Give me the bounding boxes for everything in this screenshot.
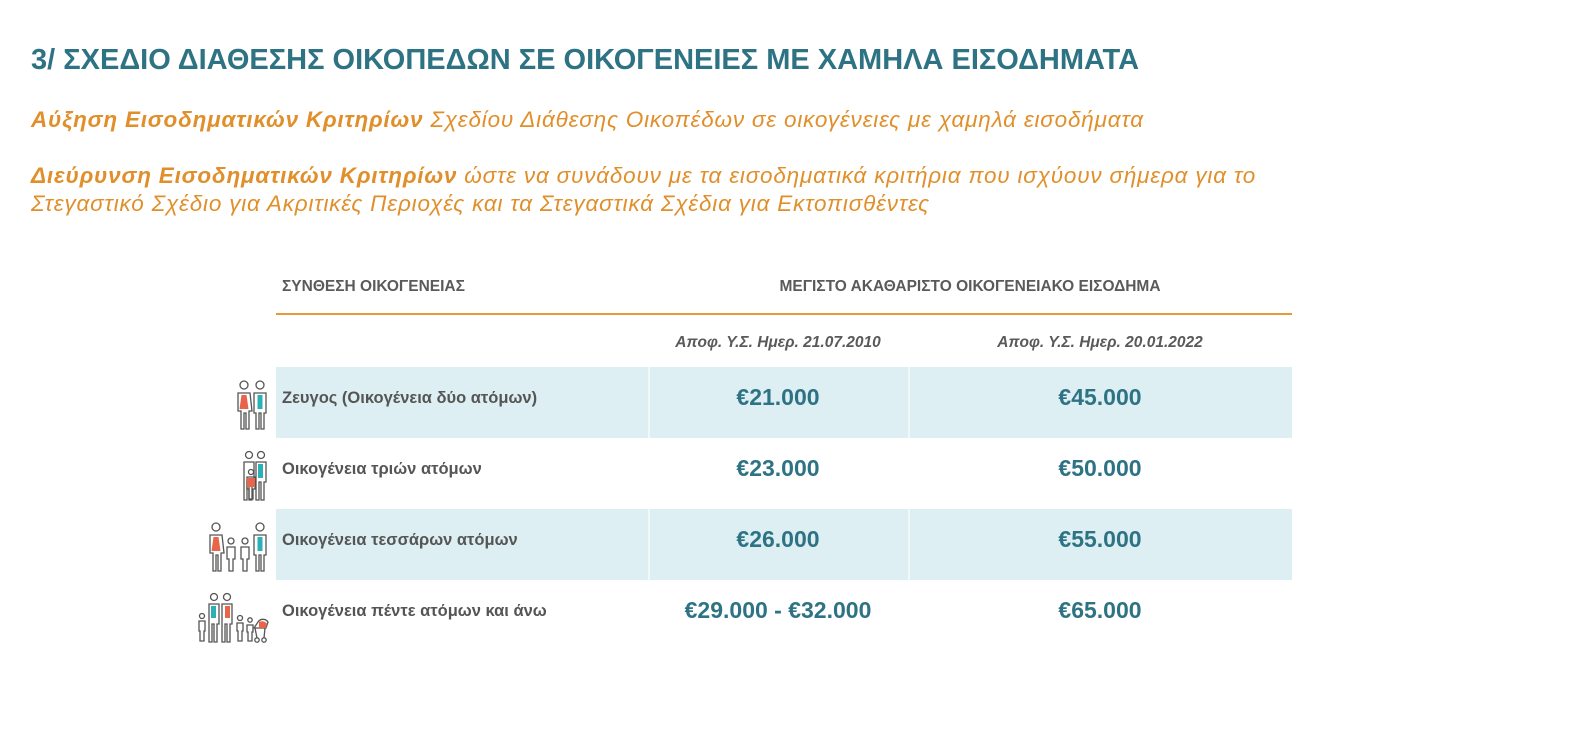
point-income-expansion-line2: Στεγαστικό Σχέδιο για Ακριτικές Περιοχές και τα Στεγαστικά Σχέδια για Εκτοπισθέντες	[31, 191, 930, 216]
point-income-increase-text: Σχεδίου Διάθεσης Οικοπέδων σε οικογένειες με χαμηλά εισοδήματα	[423, 107, 1144, 132]
table-row	[276, 438, 1292, 509]
row-label: Οικογένεια πέντε ατόμων και άνω	[282, 602, 547, 620]
date-column-2022: Αποφ. Υ.Σ. Ημερ. 20.01.2022	[997, 334, 1203, 351]
page-title: 3/ ΣΧΕΔΙΟ ΔΙΑΘΕΣΗΣ ΟΙΚΟΠΕΔΩΝ ΣΕ ΟΙΚΟΓΕΝΕΙΕΣ ΜΕ ΧΑΜΗΛΑ ΕΙΣΟΔΗΜΑΤΑ	[31, 44, 1140, 76]
income-2010-value: €29.000 - €32.000	[684, 597, 872, 623]
header-max-income: ΜΕΓΙΣΤΟ ΑΚΑΘΑΡΙΣΤΟ ΟΙΚΟΓΕΝΕΙΑΚΟ ΕΙΣΟΔΗΜΑ	[779, 278, 1161, 295]
couple-icon	[234, 379, 270, 431]
income-2022-value: €65.000	[1058, 597, 1142, 623]
row-label: Ζευγος (Οικογένεια δύο ατόμων)	[282, 389, 538, 407]
row-label: Οικογένεια τριών ατόμων	[282, 460, 482, 478]
family-five-icon	[196, 592, 270, 644]
family-three-icon	[240, 450, 270, 502]
income-2022-value: €55.000	[1058, 526, 1142, 552]
table-date-row	[276, 315, 1292, 367]
table-row	[276, 580, 1292, 651]
point-income-increase	[31, 106, 1144, 134]
income-2010-value: €21.000	[736, 384, 820, 410]
income-2022-value: €45.000	[1058, 384, 1142, 410]
point-income-increase-bold: Αύξηση Εισοδηματικών Κριτηρίων	[31, 107, 424, 132]
table-row	[276, 509, 1292, 580]
point-income-expansion-bold: Διεύρυνση Εισοδηματικών Κριτηρίων	[31, 163, 458, 188]
point-income-expansion-text: ώστε να συνάδουν με τα εισοδηματικά κριτήρια που ισχύουν σήμερα για το	[457, 163, 1257, 188]
point-income-expansion	[31, 162, 1256, 218]
income-2010-value: €26.000	[736, 526, 820, 552]
family-four-icon	[206, 521, 270, 573]
table-header-row	[276, 268, 1292, 315]
row-label: Οικογένεια τεσσάρων ατόμων	[282, 531, 518, 549]
income-criteria-table	[276, 268, 1292, 651]
income-2010-value: €23.000	[736, 455, 820, 481]
table-row	[276, 367, 1292, 438]
income-2022-value: €50.000	[1058, 455, 1142, 481]
header-family-composition: ΣΥΝΘΕΣΗ ΟΙΚΟΓΕΝΕΙΑΣ	[282, 278, 465, 295]
date-column-2010: Αποφ. Υ.Σ. Ημερ. 21.07.2010	[675, 334, 881, 351]
